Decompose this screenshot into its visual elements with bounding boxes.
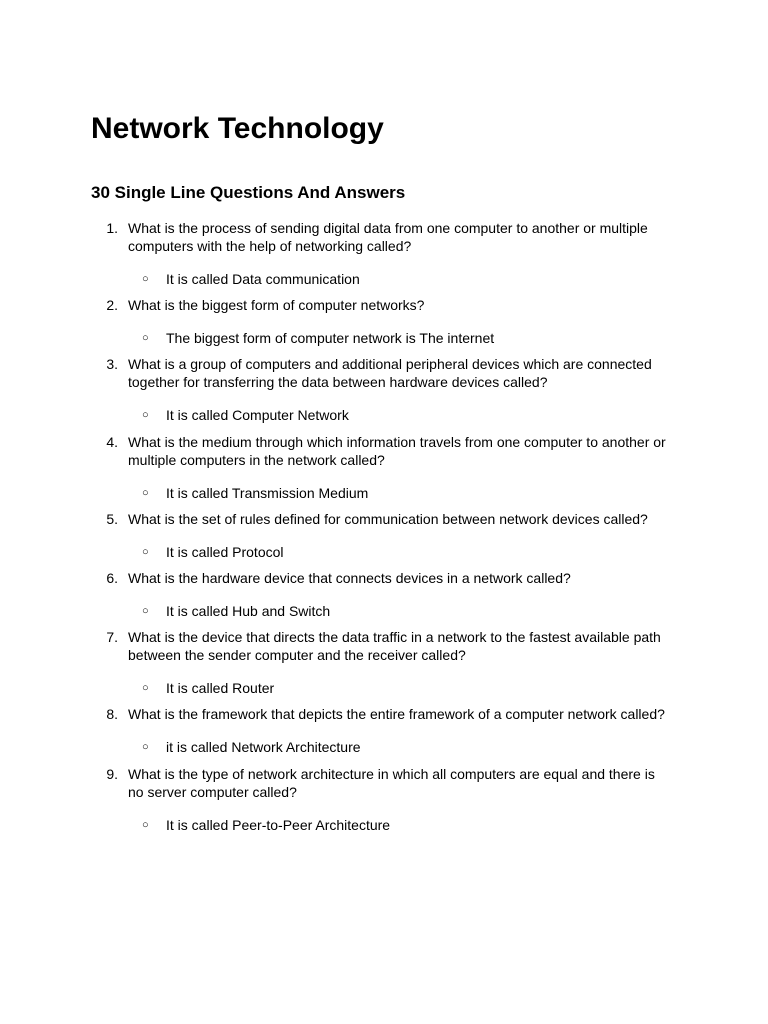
question-number: 7. xyxy=(106,629,118,646)
question-number: 1. xyxy=(106,220,118,236)
answer-row xyxy=(0,329,768,347)
answer-row xyxy=(0,406,768,424)
page-title: Network Technology xyxy=(91,112,384,145)
question-number: 8. xyxy=(106,706,118,723)
question-text: What is the framework that depicts the entire framework of a computer network called? xyxy=(128,706,665,723)
question-text: What is the biggest form of computer networks? xyxy=(128,297,425,314)
hollow-circle-bullet-icon: ○ xyxy=(142,409,149,422)
question-text: What is the hardware device that connects devices in a network called? xyxy=(128,569,571,586)
answer-text: It is called Transmission Medium xyxy=(166,484,369,501)
hollow-circle-bullet-icon: ○ xyxy=(142,273,149,285)
list-item xyxy=(0,219,768,288)
answer-text: It is called Hub and Switch xyxy=(166,602,331,619)
answer-row xyxy=(0,602,768,620)
answer-text: It is called Router xyxy=(166,680,275,697)
hollow-circle-bullet-icon: ○ xyxy=(142,545,149,558)
answer-row xyxy=(0,543,768,561)
answer-row xyxy=(0,679,768,697)
question-text: What is the set of rules defined for communication between network devices called? xyxy=(128,510,648,527)
question-number: 9. xyxy=(106,765,118,782)
answer-row xyxy=(0,738,768,756)
list-item xyxy=(0,296,768,347)
list-item xyxy=(0,355,768,424)
list-item xyxy=(0,433,768,502)
question-number: 5. xyxy=(106,510,118,527)
hollow-circle-bullet-icon: ○ xyxy=(142,741,149,754)
question-text: What is the medium through which information travels from one computer to another or multiple computers in the network called? xyxy=(128,433,666,468)
answer-text: It is called Computer Network xyxy=(166,407,349,424)
answer-text: It is called Peer-to-Peer Architecture xyxy=(166,816,391,833)
answer-text: It is called Protocol xyxy=(166,543,284,560)
question-number: 6. xyxy=(106,569,118,586)
list-item xyxy=(0,765,768,834)
question-text: What is the type of network architecture in which all computers are equal and there is no server computer called? xyxy=(128,765,655,800)
answer-text: it is called Network Architecture xyxy=(166,739,361,756)
section-heading: 30 Single Line Questions And Answers xyxy=(91,183,406,202)
answer-row xyxy=(0,484,768,502)
list-item xyxy=(0,628,768,697)
question-text: What is the device that directs the data traffic in a network to the fastest available path between the sender computer and the receiver called? xyxy=(128,629,661,664)
answer-row xyxy=(0,270,768,288)
hollow-circle-bullet-icon: ○ xyxy=(142,682,149,695)
answer-text: The biggest form of computer network is The internet xyxy=(166,330,495,347)
question-text: What is the process of sending digital data from one computer to another or multiple computers with the help of networking called? xyxy=(128,220,648,254)
list-item xyxy=(0,510,768,561)
answer-text: It is called Data communication xyxy=(166,271,360,287)
list-item xyxy=(0,569,768,620)
question-list xyxy=(0,219,768,842)
question-number: 3. xyxy=(106,356,118,373)
hollow-circle-bullet-icon: ○ xyxy=(142,818,149,831)
hollow-circle-bullet-icon: ○ xyxy=(142,332,149,345)
question-number: 4. xyxy=(106,433,118,450)
question-text: What is a group of computers and additional peripheral devices which are connected together for transferring the data between hardware devices called? xyxy=(128,356,652,391)
hollow-circle-bullet-icon: ○ xyxy=(142,486,149,499)
answer-row xyxy=(0,816,768,834)
question-number: 2. xyxy=(106,297,118,314)
hollow-circle-bullet-icon: ○ xyxy=(142,604,149,617)
list-item xyxy=(0,705,768,756)
